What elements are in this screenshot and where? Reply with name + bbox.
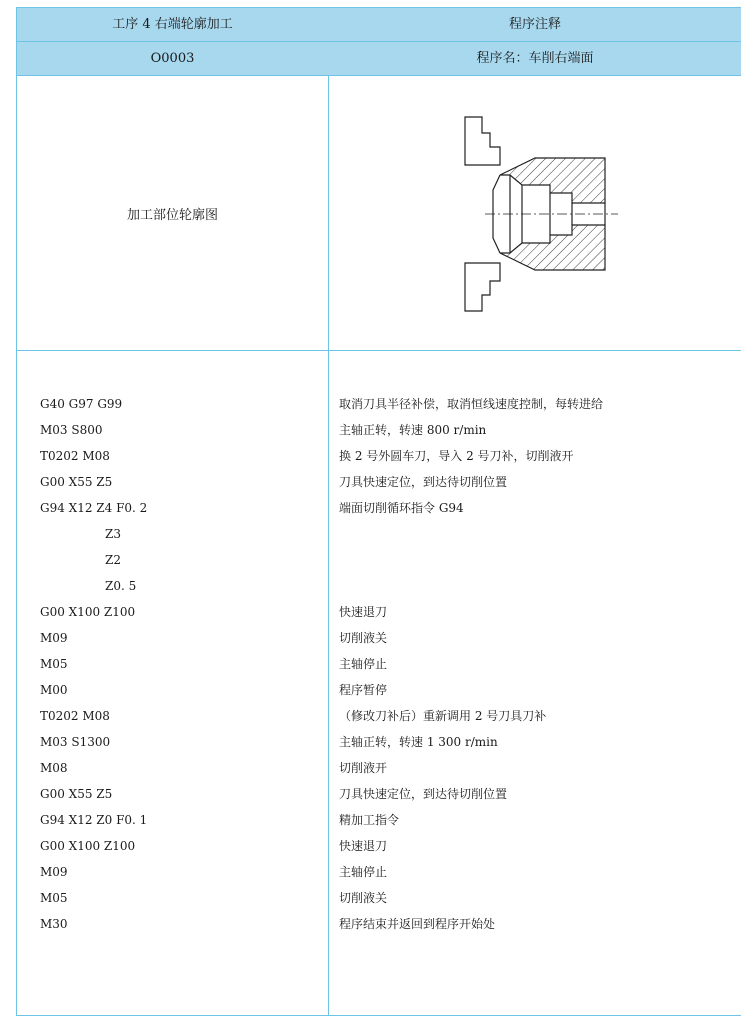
comment-line: 程序暂停 xyxy=(339,683,388,697)
code-line: G00 X55 Z5 xyxy=(40,475,113,489)
part-profile-drawing xyxy=(460,115,645,325)
upper-chuck-jaw xyxy=(465,117,500,165)
code-line: Z0. 5 xyxy=(105,579,137,593)
code-line: G40 G97 G99 xyxy=(40,397,123,411)
figure-label: 加工部位轮廓图 xyxy=(126,208,218,223)
program-number: O0003 xyxy=(150,51,195,66)
code-line: M05 xyxy=(40,891,68,905)
program-name-row xyxy=(17,42,741,76)
code-line: G94 X12 Z4 F0. 2 xyxy=(40,501,148,515)
code-line: M09 xyxy=(40,631,68,645)
operation-title: 工序 4 右端轮廓加工 xyxy=(112,17,233,32)
code-line: M03 S1300 xyxy=(40,735,111,749)
comment-line: 主轴正转，转速 1 300 r/min xyxy=(339,735,498,749)
comment-line: 主轴停止 xyxy=(339,865,388,879)
code-line: M30 xyxy=(40,917,68,931)
comment-line: 主轴停止 xyxy=(339,657,388,671)
comment-line: 取消刀具半径补偿，取消恒线速度控制，每转进给 xyxy=(339,397,604,411)
code-line: M08 xyxy=(40,761,68,775)
workpiece-lower-section xyxy=(500,225,605,270)
comment-line: 快速退刀 xyxy=(339,839,388,853)
comment-line: 刀具快速定位，到达待切削位置 xyxy=(339,787,508,801)
code-line: M09 xyxy=(40,865,68,879)
code-line: G00 X100 Z100 xyxy=(40,839,136,853)
comment-line: 快速退刀 xyxy=(339,605,388,619)
code-line: T0202 M08 xyxy=(40,449,110,463)
comment-line: 切削液关 xyxy=(339,891,388,905)
code-line: T0202 M08 xyxy=(40,709,110,723)
code-line: G94 X12 Z0 F0. 1 xyxy=(40,813,148,827)
code-line: M05 xyxy=(40,657,68,671)
comment-line: 切削液关 xyxy=(339,631,388,645)
comment-line: 刀具快速定位，到达待切削位置 xyxy=(339,475,508,489)
code-line: Z3 xyxy=(105,527,121,541)
header-row xyxy=(17,8,741,42)
code-line: M00 xyxy=(40,683,68,697)
comment-line: 切削液开 xyxy=(339,761,388,775)
comment-line: 精加工指令 xyxy=(339,813,400,827)
comment-line: 换 2 号外圆车刀，导入 2 号刀补，切削液开 xyxy=(339,449,574,463)
code-line: G00 X100 Z100 xyxy=(40,605,136,619)
code-line: Z2 xyxy=(105,553,121,567)
comment-line: 端面切削循环指令 G94 xyxy=(339,501,464,515)
comment-line: 程序结束并返回到程序开始处 xyxy=(339,917,496,931)
code-line: M03 S800 xyxy=(40,423,103,437)
lower-chuck-jaw xyxy=(465,263,500,311)
code-line: G00 X55 Z5 xyxy=(40,787,113,801)
comment-line: （修改刀补后）重新调用 2 号刀具刀补 xyxy=(339,709,547,723)
program-name: 程序名：车削右端面 xyxy=(476,51,594,66)
comment-column-title: 程序注释 xyxy=(508,17,561,32)
comment-line: 主轴正转，转速 800 r/min xyxy=(339,423,487,437)
workpiece-upper-section xyxy=(500,158,605,203)
